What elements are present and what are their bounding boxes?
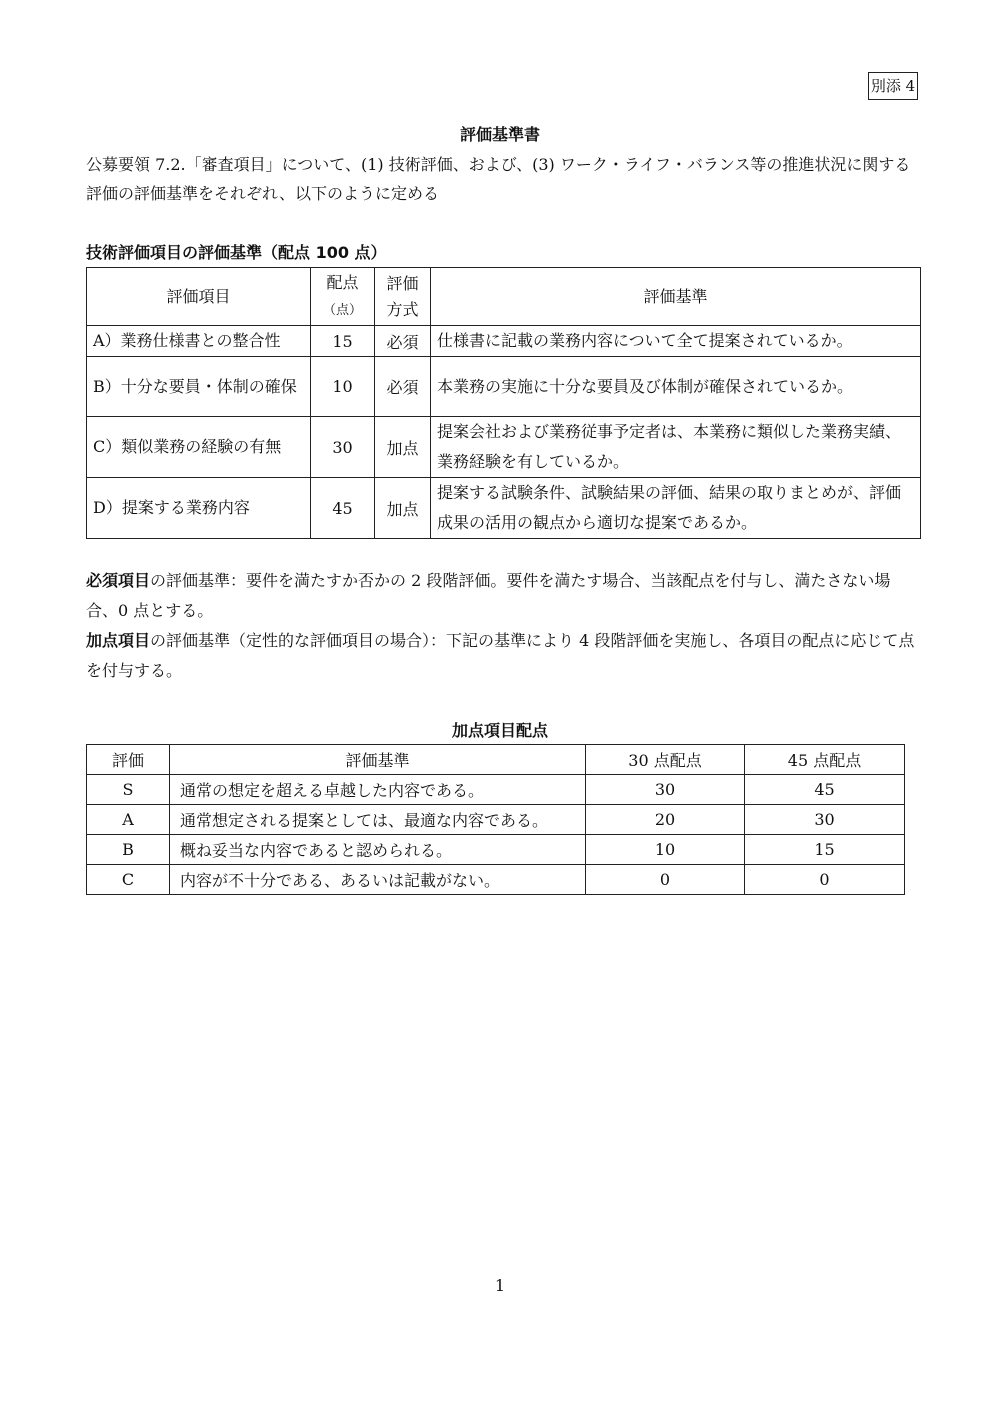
header-points: 配点 （点） [311, 268, 375, 326]
header-30pts: 30 点配点 [586, 745, 745, 775]
row-points: 10 [311, 357, 375, 417]
row-method: 加点 [375, 478, 431, 539]
required-note [86, 566, 920, 626]
header-45pts: 45 点配点 [745, 745, 905, 775]
table-row [87, 417, 921, 478]
required-label: 必須項目 [86, 571, 151, 590]
bonus-text: の評価基準（定性的な評価項目の場合）：下記の基準により 4 段階評価を実施し、各項目の配点に応じて点を付与する。 [86, 631, 915, 680]
attachment-label: 別添 4 [868, 72, 918, 100]
document-title: 評価基準書 [459, 125, 540, 144]
row-points: 30 [311, 417, 375, 478]
row-grade: S [87, 775, 170, 805]
page-number: 1 [494, 1276, 506, 1295]
row-criteria: 通常の想定を超える卓越した内容である。 [170, 775, 586, 805]
bonus-table-title: 加点項目配点 [451, 721, 548, 740]
intro-paragraph: 公募要領 7.2.「審査項目」について、(1) 技術評価、および、(3) ワーク・ライフ・バランス等の推進状況に関する評価の評価基準をそれぞれ、以下のように定める [86, 155, 911, 203]
row-item: D）提案する業務内容 [87, 478, 311, 539]
row-item: B）十分な要員・体制の確保 [87, 357, 311, 417]
row-method: 加点 [375, 417, 431, 478]
bonus-note [86, 626, 920, 686]
row-30pts: 20 [586, 805, 745, 835]
table-row [87, 865, 905, 895]
row-30pts: 0 [586, 865, 745, 895]
row-45pts: 15 [745, 835, 905, 865]
row-45pts: 45 [745, 775, 905, 805]
bonus-label: 加点項目 [86, 631, 151, 650]
header-criteria: 評価基準 [431, 268, 921, 326]
row-grade: B [87, 835, 170, 865]
bonus-table-header [87, 745, 905, 775]
row-criteria: 通常想定される提案としては、最適な内容である。 [170, 805, 586, 835]
header-item: 評価項目 [87, 268, 311, 326]
row-45pts: 30 [745, 805, 905, 835]
row-criteria: 仕様書に記載の業務内容について全て提案されているか。 [431, 326, 921, 357]
row-grade: C [87, 865, 170, 895]
row-criteria: 提案する試験条件、試験結果の評価、結果の取りまとめが、評価成果の活用の観点から適切な提案であるか。 [431, 478, 921, 539]
header-grade: 評価 [87, 745, 170, 775]
table-row [87, 478, 921, 539]
header-criteria: 評価基準 [170, 745, 586, 775]
tech-section-title: 技術評価項目の評価基準（配点 100 点） [86, 243, 387, 262]
table-row [87, 326, 921, 357]
row-method: 必須 [375, 357, 431, 417]
row-45pts: 0 [745, 865, 905, 895]
table-row [87, 805, 905, 835]
evaluation-notes [86, 566, 920, 686]
bonus-points-table [86, 744, 905, 895]
table-row [87, 835, 905, 865]
row-30pts: 30 [586, 775, 745, 805]
tech-table-header [87, 268, 921, 326]
row-method: 必須 [375, 326, 431, 357]
row-criteria: 提案会社および業務従事予定者は、本業務に類似した業務実績、業務経験を有しているか。 [431, 417, 921, 478]
row-grade: A [87, 805, 170, 835]
row-points: 45 [311, 478, 375, 539]
tech-evaluation-table [86, 267, 921, 539]
header-method: 評価 方式 [375, 268, 431, 326]
table-row [87, 775, 905, 805]
row-30pts: 10 [586, 835, 745, 865]
required-text: の評価基準：要件を満たすか否かの 2 段階評価。要件を満たす場合、当該配点を付与し、満たさない場合、0 点とする。 [86, 571, 891, 620]
row-item: C）類似業務の経験の有無 [87, 417, 311, 478]
table-row [87, 357, 921, 417]
row-points: 15 [311, 326, 375, 357]
row-criteria: 内容が不十分である、あるいは記載がない。 [170, 865, 586, 895]
row-criteria: 本業務の実施に十分な要員及び体制が確保されているか。 [431, 357, 921, 417]
row-item: A）業務仕様書との整合性 [87, 326, 311, 357]
row-criteria: 概ね妥当な内容であると認められる。 [170, 835, 586, 865]
